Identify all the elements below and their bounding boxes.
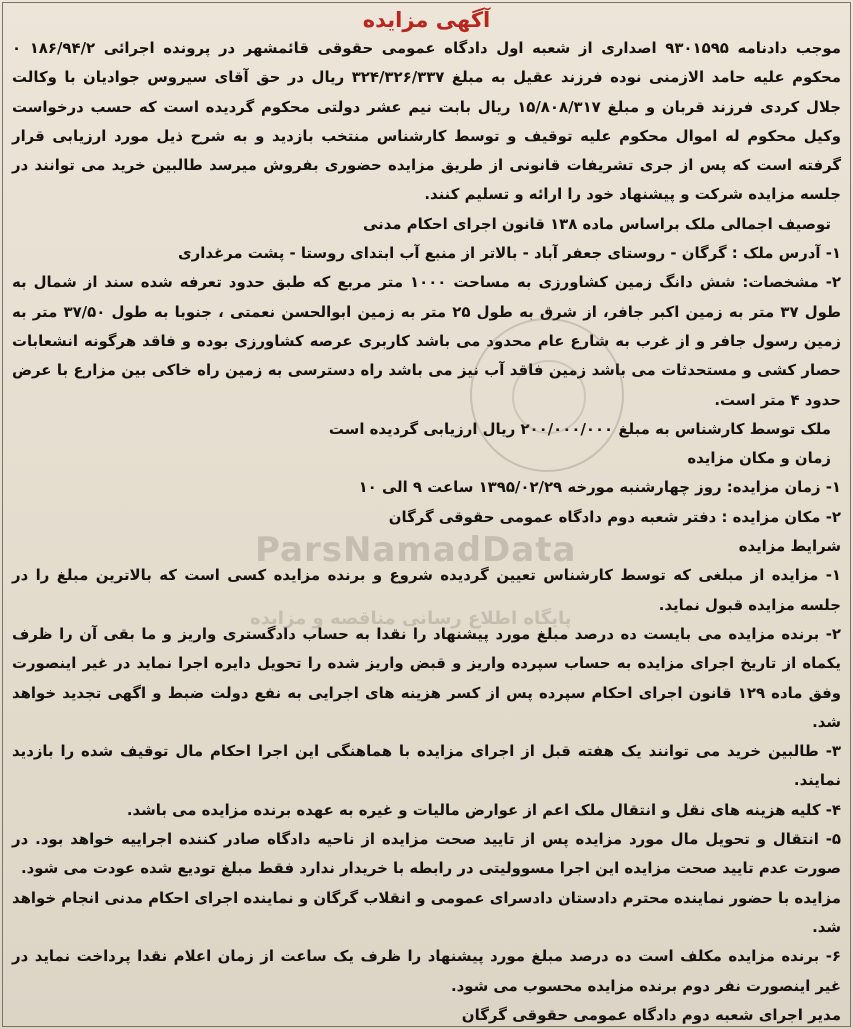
watermark-brand: ParsNamadData (255, 530, 577, 570)
prosecutor-presence-note: مزایده با حضور نماینده محترم دادستان دادسرای عمومی و انقلاب گرگان و نماینده اجرای احکام مدنی انجام خواهد شد. (12, 888, 841, 936)
time-place-heading: زمان و مکان مزایده (687, 449, 831, 468)
intro-paragraph: موجب دادنامه ۹۳۰۱۵۹۵ اصداری از شعبه اول دادگاه عمومی حقوقی قائمشهر در پرونده اجرائی ۱۸۶/۹۴/۲ ۰ محکوم علیه حامد الازمنی نوده فرزند عقیل به مبلغ ۳۲۴/۳۲۶/۳۳۷ ریال در حق آقای سیروس جوادیان با وکالت جلال کردی فرزند قربان و مبلغ ۱۵/۸۰۸/۳۱۷ ریال بابت نیم عشر دولتی محکوم گردیده است که حسب درخواست وکیل محکوم له اموال محکوم علیه توقیف و توسط کارشناس منتخب بازدید و به شرح ذیل مورد ارزیابی قرار گرفته است که پس از جری تشریفات قانونی از طریق مزایده حضوری بفروش میرسد طالبین خرید می توانند در جلسه مزایده شرکت و پیشنهاد خود را ارائه و تسلیم کنند. (12, 39, 841, 204)
condition-5: ۵- انتقال و تحویل مال مورد مزایده پس از تایید صحت مزایده از ناحیه دادگاه صادر کننده اجراییه خواهد بود. در صورت عدم تایید صحت مزایده این اجرا مسوولیتی در رابطه با خریدار ندارد فقط مبلغ تودیع شده عودت می شود. (12, 830, 841, 878)
condition-3: ۳- طالبین خرید می توانند یک هفته قبل از اجرای مزایده با هماهنگی این اجرا احکام مال توقیف شده را بازدید نمایند. (12, 742, 841, 790)
auction-place: ۲- مکان مزایده : دفتر شعبه دوم دادگاه عمومی حقوقی گرگان (388, 507, 841, 526)
signature: مدیر اجرای شعبه دوم دادگاه عمومی حقوقی گرگان (461, 1005, 841, 1024)
watermark-caption: پایگاه اطلاع رسانی مناقصه و مزایده (250, 608, 572, 629)
property-address: ۱- آدرس ملک : گرگان - روستای جعفر آباد - بالاتر از منبع آب ابتدای روستا - پشت مرغداری (178, 244, 841, 263)
auction-time: ۱- زمان مزایده: روز چهارشنبه مورخه ۱۳۹۵/۰۲/۲۹ ساعت ۹ الی ۱۰ (358, 478, 841, 497)
condition-4: ۴- کلیه هزینه های نقل و انتقال ملک اعم از عوارض مالیات و غیره به عهده برنده مزایده می باشد. (126, 800, 841, 819)
notice-body (12, 34, 841, 1029)
conditions-heading: شرایط مزایده (738, 537, 841, 556)
property-description-heading: توصیف اجمالی ملک براساس ماده ۱۳۸ قانون اجرای احکام مدنی (363, 214, 831, 233)
valuation-line: ملک توسط کارشناس به مبلغ ۲۰۰/۰۰۰/۰۰۰ ریال ارزیابی گردیده است (328, 419, 831, 438)
condition-1: ۱- مزایده از مبلغی که توسط کارشناس تعیین گردیده شروع و برنده مزایده کسی است که بالاترین مبلغ را در جلسه مزایده قبول نماید. (12, 566, 841, 614)
property-specs: ۲- مشخصات: شش دانگ زمین کشاورزی به مساحت ۱۰۰۰ متر مربع که طبق حدود تعرفه شده سند از شمال به طول ۳۷ متر به زمین اکبر جافر، از شرق به طول ۲۵ متر به زمین ابوالحسن نعمتی ، جنوبا به طول ۳۷/۵۰ متر به زمین رسول جافر و از غرب به شارع عام محدود می باشد کاربری عرصه کشاورزی بوده و فاقد هرگونه انشعابات حصار کشی و مستحدثات می باشد زمین فاقد آب نیز می باشد راه دسترسی به زمین راه خاکی بین مزارع با عرض حدود ۴ متر است. (12, 273, 841, 409)
condition-6: ۶- برنده مزایده مکلف است ده درصد مبلغ مورد پیشنهاد را ظرف یک ساعت از زمان اعلام نقدا پرداخت نماید در غیر اینصورت نفر دوم برنده مزایده محسوب می شود. (12, 947, 841, 995)
condition-2: ۲- برنده مزایده می بایست ده درصد مبلغ مورد پیشنهاد را نقدا به حساب دادگستری واریز و ما بقی آن را ظرف یکماه از تاریخ اجرای مزایده به حساب سپرده واریز و قبض واریز شده را تحویل دایره اجرا نماید در غیر اینصورت وفق ماده ۱۲۹ قانون اجرای احکام سپرده پس از کسر هزینه های اجرایی به نفع دولت ضبط و اگهی تجدید خواهد شد. (12, 624, 841, 731)
notice-title: آگهی مزایده (362, 8, 491, 32)
